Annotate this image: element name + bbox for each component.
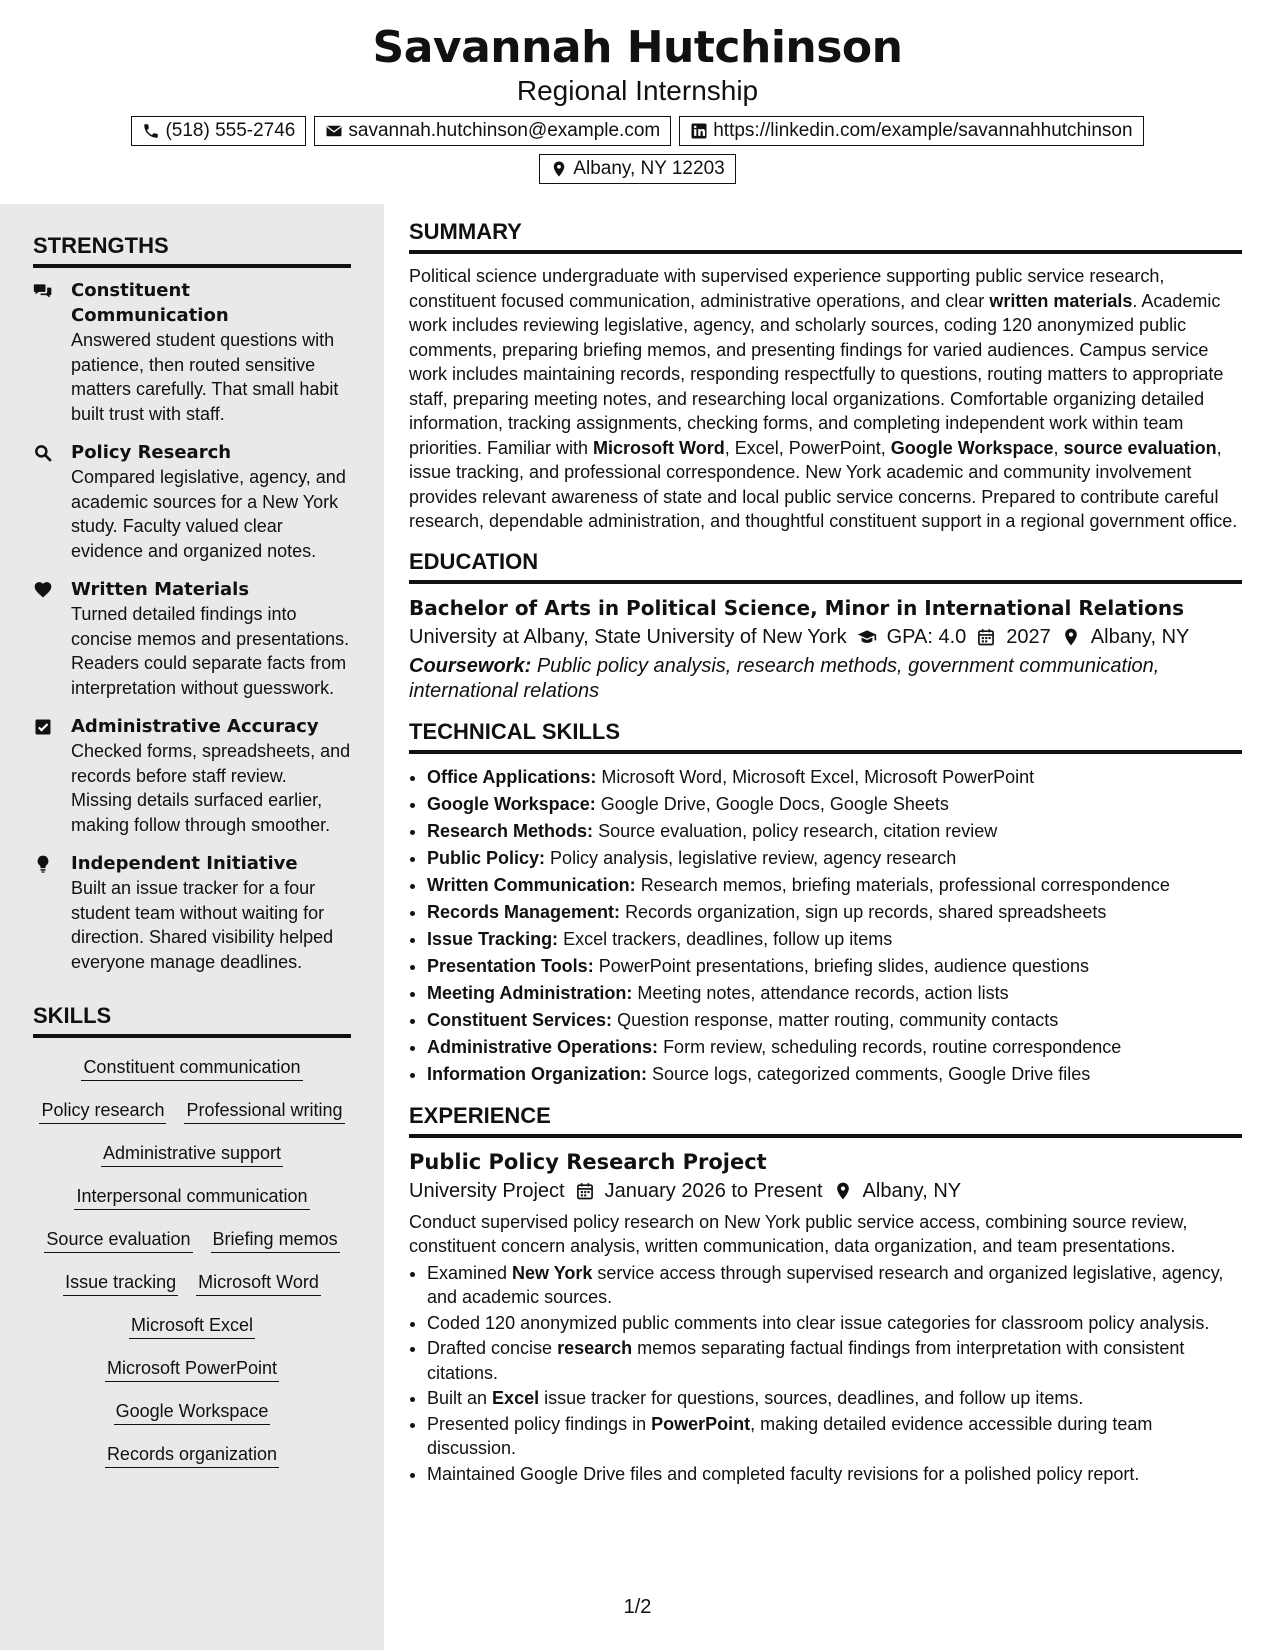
job-location: Albany, NY bbox=[862, 1179, 962, 1202]
calendar-icon bbox=[976, 627, 996, 647]
summary-heading: SUMMARY bbox=[409, 204, 1242, 254]
skill-tag: Microsoft Word bbox=[196, 1269, 321, 1296]
skills-list bbox=[33, 1048, 351, 1468]
email-text: savannah.hutchinson@example.com bbox=[348, 120, 661, 141]
list-item: • Google Workspace: Google Drive, Google Docs, Google Sheets bbox=[427, 791, 1242, 818]
skill-tag: Microsoft Excel bbox=[129, 1312, 255, 1339]
list-item: • Built an Excel issue tracker for questions, sources, deadlines, and follow up items. bbox=[427, 1386, 1242, 1411]
skill-tag: Source evaluation bbox=[44, 1226, 192, 1253]
linkedin-chip[interactable] bbox=[679, 116, 1143, 146]
linkedin-icon bbox=[690, 122, 708, 140]
candidate-name: Savannah Hutchinson bbox=[372, 22, 903, 73]
strength-item bbox=[33, 851, 351, 974]
phone-chip[interactable] bbox=[131, 116, 306, 146]
strength-title: Policy Research bbox=[71, 442, 232, 463]
strength-item bbox=[33, 577, 351, 700]
graduation-cap-icon bbox=[857, 627, 877, 647]
map-marker-icon bbox=[1061, 627, 1081, 647]
checkbox-icon bbox=[33, 717, 53, 737]
strength-desc: Turned detailed findings into concise memos and presentations. Readers could separate facts from interpretation without guesswork. bbox=[71, 604, 350, 698]
strength-desc: Compared legislative, agency, and academic sources for a New York study. Faculty valued clear evidence and organized notes. bbox=[71, 467, 346, 561]
strength-desc: Answered student questions with patience, then routed sensitive matters carefully. That small habit built trust with staff. bbox=[71, 330, 339, 424]
skill-tag: Constituent communication bbox=[81, 1054, 302, 1081]
envelope-icon bbox=[325, 122, 343, 140]
job-dates: January 2026 to Present bbox=[604, 1179, 823, 1202]
main-content bbox=[409, 204, 1242, 1487]
technical-skills-heading: TECHNICAL SKILLS bbox=[409, 704, 1242, 754]
list-item: • Administrative Operations: Form review, scheduling records, routine correspondence bbox=[427, 1034, 1242, 1061]
list-item: • Constituent Services: Question response, matter routing, community contacts bbox=[427, 1007, 1242, 1034]
resume-subtitle: Regional Internship bbox=[516, 75, 759, 106]
list-item: • Issue Tracking: Excel trackers, deadlines, follow up items bbox=[427, 926, 1242, 953]
job-details bbox=[409, 1176, 1242, 1206]
map-marker-icon bbox=[833, 1181, 853, 1201]
education-details bbox=[409, 622, 1242, 652]
education-location: Albany, NY bbox=[1090, 625, 1190, 648]
skill-tag: Google Workspace bbox=[114, 1398, 271, 1425]
strength-title: Written Materials bbox=[71, 579, 250, 600]
search-icon bbox=[33, 443, 53, 463]
strength-item bbox=[33, 278, 351, 426]
strength-title: Administrative Accuracy bbox=[71, 716, 319, 737]
job-title: Public Policy Research Project bbox=[409, 1149, 767, 1174]
list-item: • Information Organization: Source logs, categorized comments, Google Drive files bbox=[427, 1061, 1242, 1088]
experience-bullets bbox=[409, 1261, 1242, 1487]
email-chip[interactable] bbox=[314, 116, 671, 146]
list-item: • Office Applications: Microsoft Word, Microsoft Excel, Microsoft PowerPoint bbox=[427, 764, 1242, 791]
page-number: 1/2 bbox=[623, 1596, 652, 1618]
coursework: Coursework: Public policy analysis, research methods, government communication, international relations bbox=[409, 654, 1160, 702]
skills-heading: SKILLS bbox=[33, 988, 351, 1038]
gpa-text: GPA: 4.0 bbox=[886, 625, 967, 648]
technical-skills-list bbox=[409, 764, 1242, 1088]
list-item: • Meeting Administration: Meeting notes, attendance records, action lists bbox=[427, 980, 1242, 1007]
school-name: University at Albany, State University of New York bbox=[409, 625, 847, 648]
skill-tag: Microsoft PowerPoint bbox=[105, 1355, 279, 1382]
map-marker-icon bbox=[550, 160, 568, 178]
comments-icon bbox=[33, 281, 53, 301]
strength-title: Independent Initiative bbox=[71, 853, 298, 874]
list-item: • Public Policy: Policy analysis, legislative review, agency research bbox=[427, 845, 1242, 872]
strength-title: Constituent Communication bbox=[71, 280, 229, 326]
strength-item bbox=[33, 440, 351, 563]
list-item: • Written Communication: Research memos, briefing materials, professional correspondence bbox=[427, 872, 1242, 899]
list-item: • Presented policy findings in PowerPoint, making detailed evidence accessible during team discussion. bbox=[427, 1412, 1242, 1461]
lightbulb-icon bbox=[33, 854, 53, 874]
skill-tag: Briefing memos bbox=[211, 1226, 340, 1253]
sidebar bbox=[0, 204, 384, 1650]
resume-header bbox=[0, 0, 1275, 184]
skill-tag: Interpersonal communication bbox=[74, 1183, 309, 1210]
location-chip bbox=[539, 154, 735, 184]
graduation-year: 2027 bbox=[1006, 625, 1051, 648]
linkedin-text: https://linkedin.com/example/savannahhutchinson bbox=[713, 120, 1133, 141]
list-item: • Presentation Tools: PowerPoint presentations, briefing slides, audience questions bbox=[427, 953, 1242, 980]
job-org: University Project bbox=[409, 1179, 565, 1202]
list-item: • Drafted concise research memos separating factual findings from interpretation with consistent citations. bbox=[427, 1336, 1242, 1385]
calendar-icon bbox=[575, 1181, 595, 1201]
list-item: • Coded 120 anonymized public comments into clear issue categories for classroom policy analysis. bbox=[427, 1311, 1242, 1336]
location-text: Albany, NY 12203 bbox=[573, 158, 725, 179]
heart-icon bbox=[33, 580, 53, 600]
skill-tag: Issue tracking bbox=[63, 1269, 178, 1296]
strength-desc: Checked forms, spreadsheets, and records before staff review. Missing details surfaced earlier, making follow through smoother. bbox=[71, 741, 351, 835]
summary-text: Political science undergraduate with supervised experience supporting public service research, constituent focused communication, administrative operations, and clear written materials. Academic work includes reviewing legislative, agency, and scholarly sources, coding 120 anonymized public comments, preparing briefing memos, and presenting findings for varied audiences. Campus service work includes maintaining records, responding respectfully to questions, routing matters to appropriate staff, preparing meeting notes, and researching local organizations. Comfortable organizing detailed information, tracking assignments, checking forms, and completing independent work within team priorities. Familiar with Microsoft Word, Excel, PowerPoint, Google Workspace, source evaluation, issue tracking, and professional correspondence. New York academic and community involvement provides relevant awareness of state and local public service concerns. Prepared to contribute careful research, dependable administration, and thoughtful constituent support in a regional government office. bbox=[409, 266, 1238, 531]
job-description: Conduct supervised policy research on New York public service access, combining source review, constituent concern analysis, written communication, data organization, and team presentations. bbox=[409, 1211, 1188, 1256]
experience-heading: EXPERIENCE bbox=[409, 1088, 1242, 1138]
strength-desc: Built an issue tracker for a four student team without waiting for direction. Shared visibility helped everyone manage deadlines. bbox=[71, 878, 334, 972]
phone-icon bbox=[142, 122, 160, 140]
phone-text: (518) 555-2746 bbox=[165, 120, 296, 141]
list-item: • Research Methods: Source evaluation, policy research, citation review bbox=[427, 818, 1242, 845]
skill-tag: Policy research bbox=[39, 1097, 166, 1124]
skill-tag: Records organization bbox=[105, 1441, 279, 1468]
degree-title: Bachelor of Arts in Political Science, Minor in International Relations bbox=[409, 595, 1184, 620]
list-item: • Maintained Google Drive files and completed faculty revisions for a polished policy report. bbox=[427, 1462, 1242, 1487]
strengths-heading: STRENGTHS bbox=[33, 218, 351, 268]
contact-list bbox=[88, 116, 1188, 184]
strength-item bbox=[33, 714, 351, 837]
skill-tag: Administrative support bbox=[101, 1140, 283, 1167]
list-item: • Records Management: Records organization, sign up records, shared spreadsheets bbox=[427, 899, 1242, 926]
list-item: • Examined New York service access through supervised research and organized legislative, agency, and academic sources. bbox=[427, 1261, 1242, 1310]
education-heading: EDUCATION bbox=[409, 534, 1242, 584]
skill-tag: Professional writing bbox=[184, 1097, 344, 1124]
